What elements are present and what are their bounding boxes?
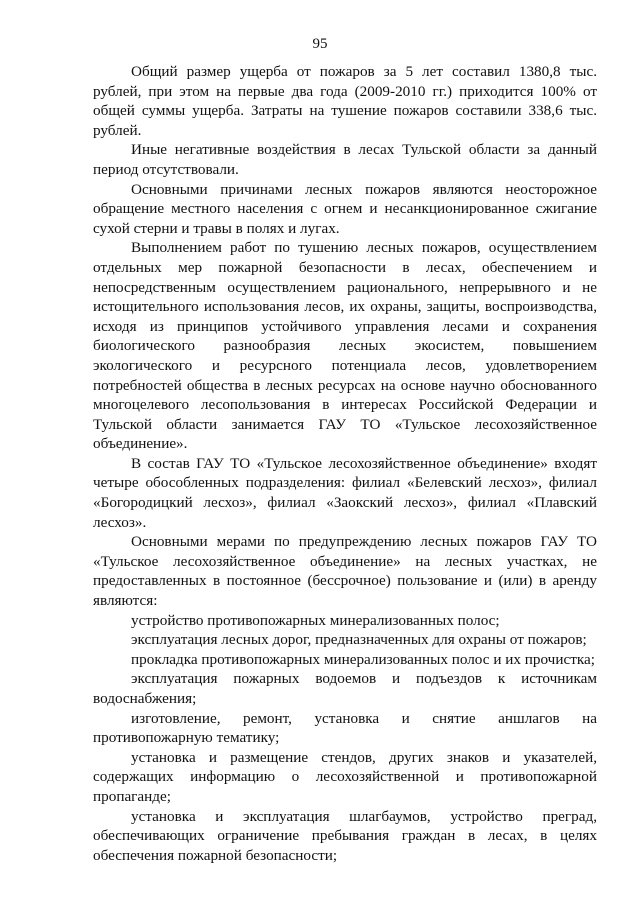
- list-item: установка и размещение стендов, других знаков и указателей, содержащих информацию о лесохозяйственной и противопожарной пропаганде;: [93, 748, 597, 805]
- paragraph-prevention-measures-intro: Основными мерами по предупреждению лесных пожаров ГАУ ТО «Тульское лесохозяйственное объединение» на лесных участках, не предоставленных в постоянное (бессрочное) пользование и (или) в аренду являются:: [93, 533, 597, 610]
- list-item: изготовление, ремонт, установка и снятие аншлагов на противопожарную тематику;: [93, 709, 597, 747]
- paragraph-responsible-organization: Выполнением работ по тушению лесных пожаров, осуществлением отдельных мер пожарной безопасности в лесах, обеспечением и непосредственным осуществлением рационального, непрерывного и не истощительного использования лесов, их охраны, защиты, воспроизводства, исходя из принципов устойчивого управления лесами и сохранения биологического разнообразия лесных экосистем, повышением экологического и ресурсного потенциала лесов, удовлетворением потребностей общества в лесных ресурсах на основе научно обоснованного многоцелевого лесопользования в интересах Российской Федерации и Тульской области занимается ГАУ ТО «Тульское лесохозяйственное объединение».: [93, 239, 597, 453]
- list-item: устройство противопожарных минерализованных полос;: [131, 611, 500, 629]
- document-body: [93, 62, 597, 865]
- page-number: 95: [312, 36, 328, 52]
- paragraph-fire-causes: Основными причинами лесных пожаров являются неосторожное обращение местного населения с огнем и несанкционированное сжигание сухой стерни и травы в полях и лугах.: [93, 180, 597, 237]
- list-item: прокладка противопожарных минерализованных полос и их прочистка;: [131, 650, 595, 668]
- list-item: установка и эксплуатация шлагбаумов, устройство преград, обеспечивающих ограничение пребывания граждан в лесах, в целях обеспечения пожарной безопасности;: [93, 807, 597, 864]
- list-item: эксплуатация пожарных водоемов и подъездов к источникам водоснабжения;: [93, 670, 597, 707]
- paragraph-damage-summary: Общий размер ущерба от пожаров за 5 лет составил 1380,8 тыс. рублей, при этом на первые два года (2009-2010 гг.) приходится 100% от общей суммы ущерба. Затраты на тушение пожаров составили 338,6 тыс. рублей.: [93, 63, 597, 139]
- paragraph-other-impacts: Иные негативные воздействия в лесах Тульской области за данный период отсутствовали.: [93, 141, 597, 178]
- paragraph-subdivisions: В состав ГАУ ТО «Тульское лесохозяйственное объединение» входят четыре обособленных подразделения: филиал «Белевский лесхоз», филиал «Богородицкий лесхоз», филиал «Заокский лесхоз», филиал «Плавский лесхоз».: [93, 454, 597, 531]
- list-item: эксплуатация лесных дорог, предназначенных для охраны от пожаров;: [131, 631, 587, 649]
